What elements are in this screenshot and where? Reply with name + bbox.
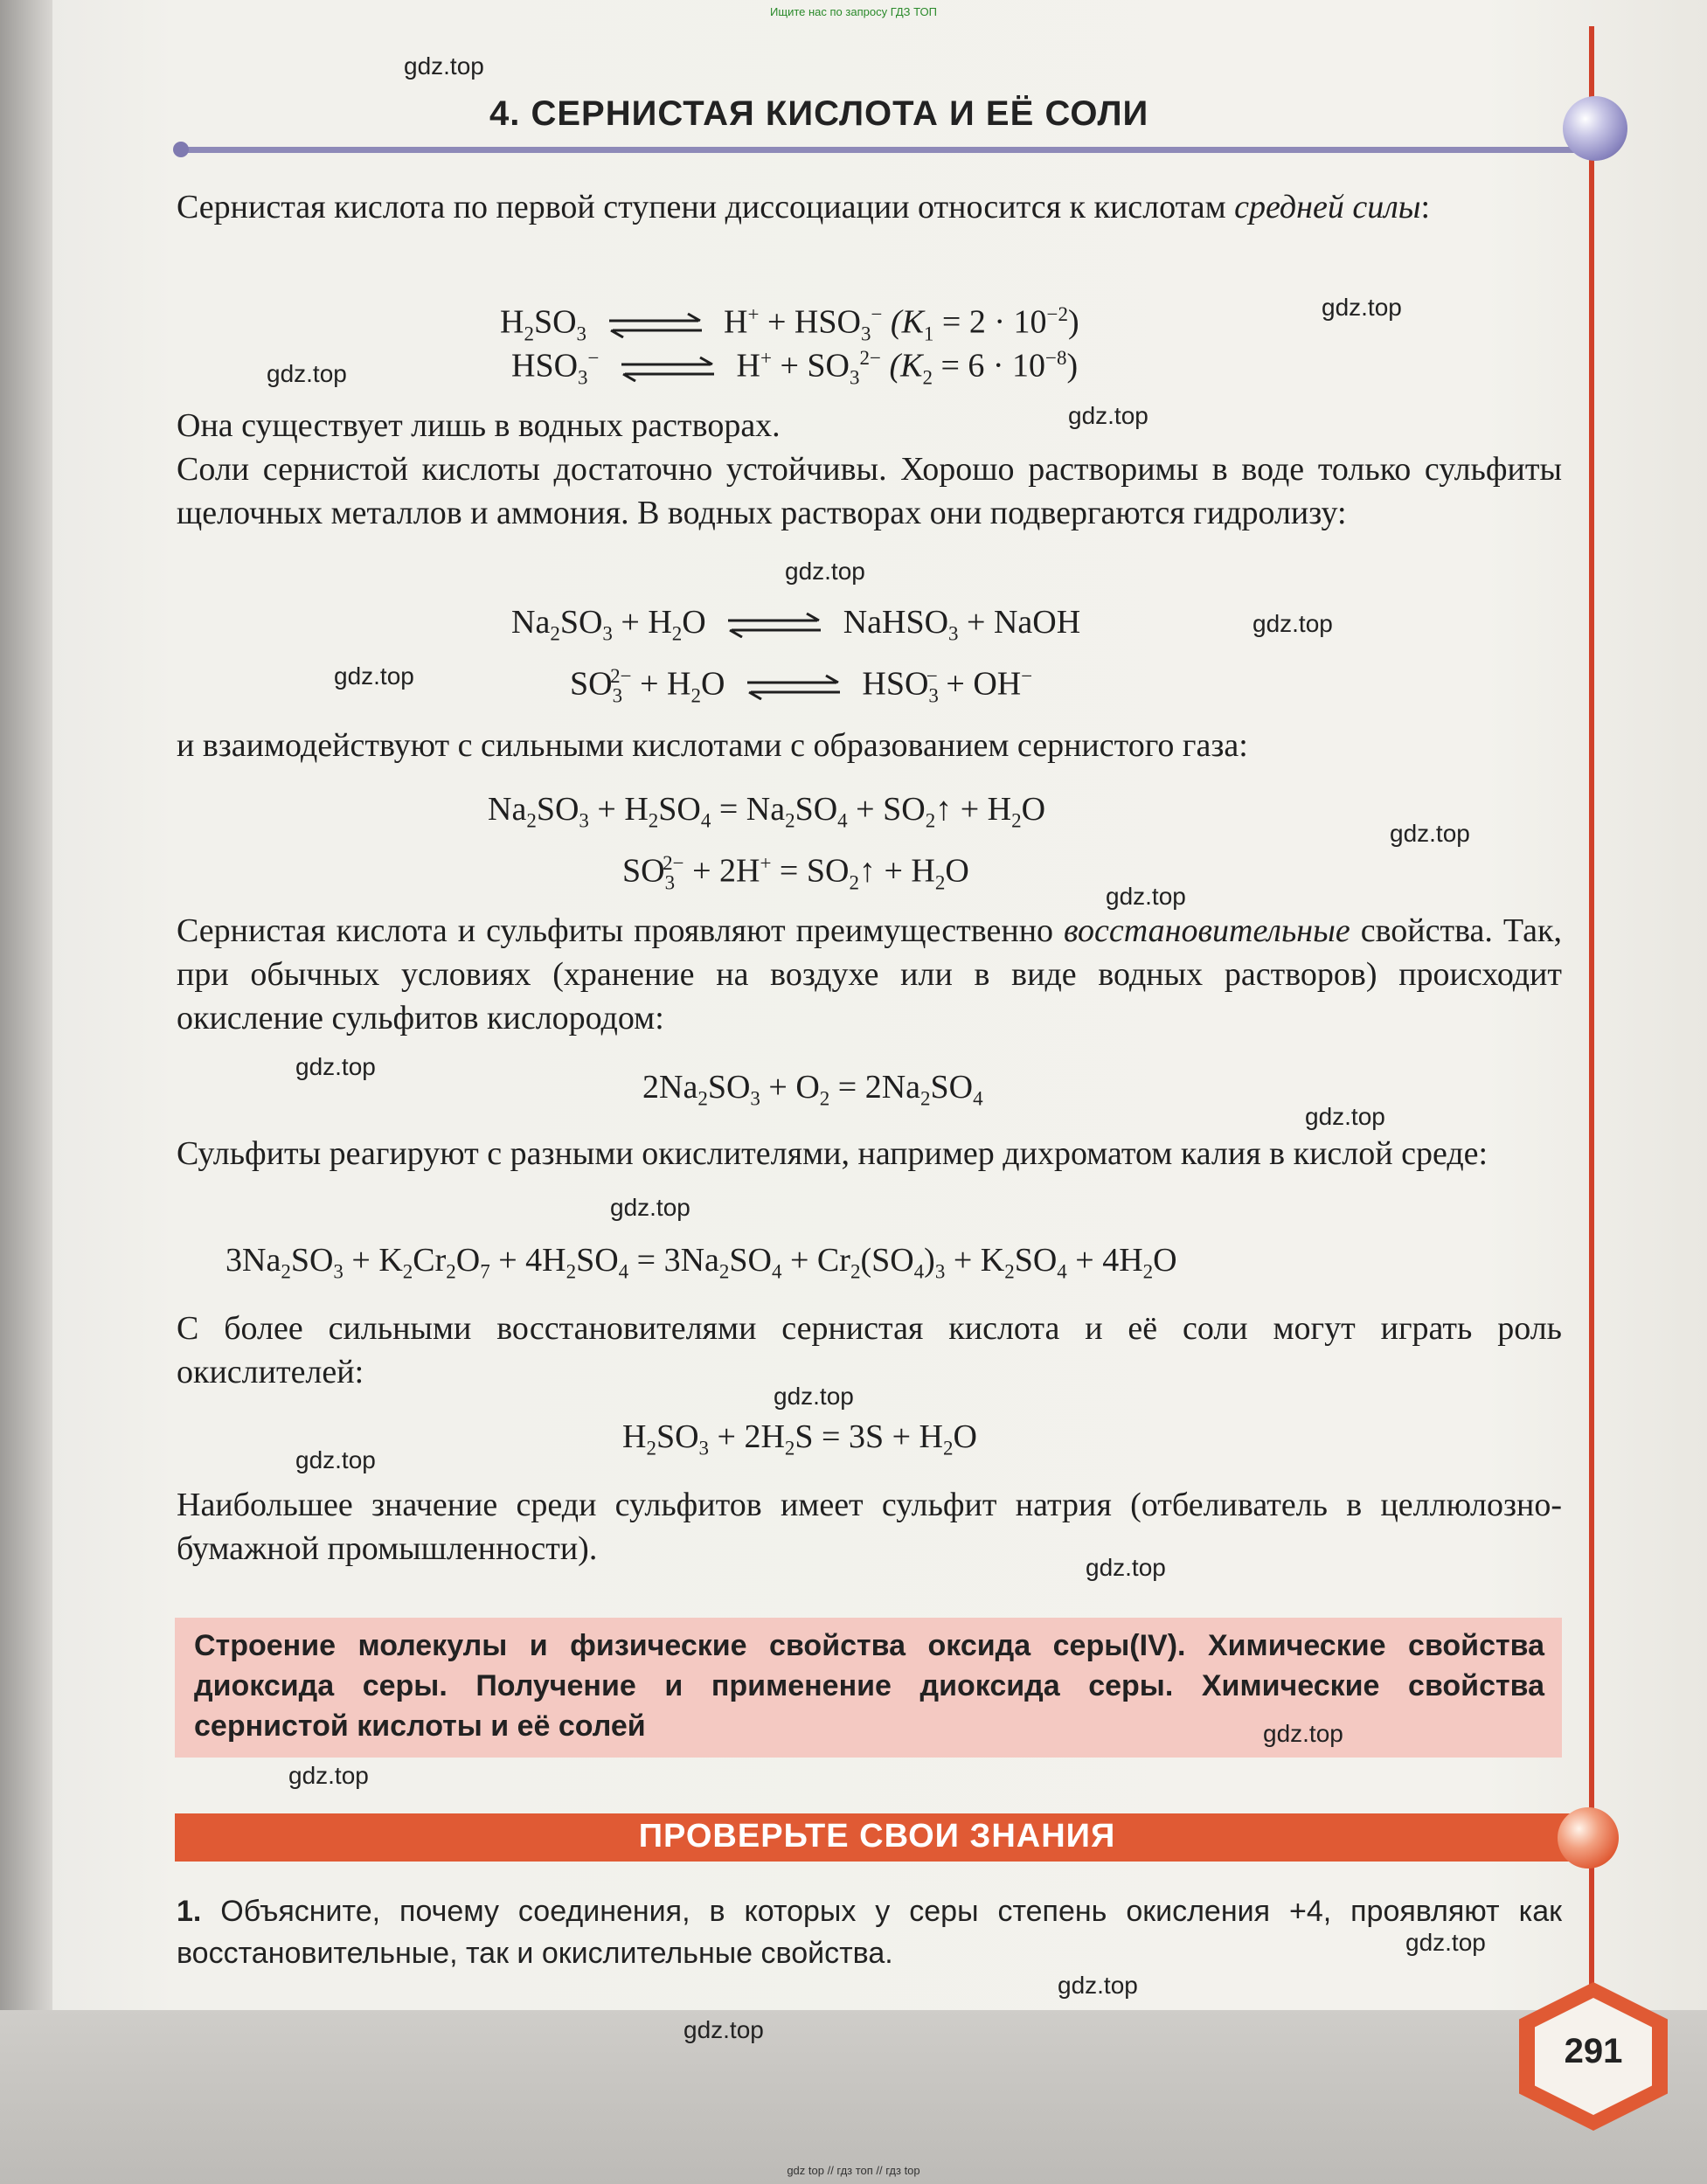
eq-term: SO bbox=[807, 347, 850, 385]
watermark: gdz.top bbox=[267, 360, 347, 387]
eq-term: H bbox=[500, 303, 524, 341]
watermark: gdz.top bbox=[1058, 1972, 1138, 1999]
p1-emphasis: средней силы bbox=[1234, 189, 1421, 225]
eq-sub: 2 bbox=[524, 322, 534, 345]
eq-sup: + bbox=[747, 303, 760, 325]
eq-value: = 2 · 10 bbox=[933, 303, 1047, 341]
equation-dichromate: $3Na_2SO_3 + K_2Cr_2O_7 + 4H_2SO_4 = 3Na_2SO_4 + Cr_2(SO_4)_3 + K_2SO_4 + 4H_2O$ bbox=[226, 1242, 1177, 1283]
p5-text: Сернистая кислота и сульфиты проявляют преимущественно bbox=[177, 912, 1065, 949]
bottom-note: gdz top // гдз топ // гдз top bbox=[787, 2164, 920, 2177]
equation-dissociation-2: $HSO_3^-$ $H^+ + SO_3^{2-}$ $(K_2 = 6 \cdot 10^{-8})$ bbox=[511, 347, 1079, 389]
equation-acid-reaction-1: $Na_2SO_3 + H_2SO_4 = Na_2SO_4$ + $SO_2↑ + H_2O$ bbox=[488, 791, 1046, 832]
question-text: Объясните, почему соединения, в которых у серы степень окисления +4, проявляют как восстановительные, так и окислительные свойства. bbox=[177, 1895, 1562, 1970]
eq-sub: 3 bbox=[849, 366, 860, 389]
question-number: 1. bbox=[177, 1895, 202, 1928]
watermark: gdz.top bbox=[295, 1053, 376, 1080]
watermark: gdz.top bbox=[1322, 294, 1402, 321]
p1-text: Сернистая кислота по первой ступени диссоциации относится к кислотам bbox=[177, 189, 1235, 225]
equation-hydrolysis-1: $Na_2SO_3 + H_2O$ NaHSO$_3$ + NaOH bbox=[511, 604, 1081, 645]
eq-constant: (K bbox=[889, 347, 923, 385]
p5-text-end: свойства. Так, при обычных условиях (хранение на воздухе или в виде водных растворов) происходит окисление сульфитов кислородом: bbox=[177, 912, 1563, 1037]
eq-term: H bbox=[736, 347, 760, 385]
equilibrium-arrow-icon bbox=[726, 612, 822, 638]
top-note: Ищите нас по запросу ГДЗ ТОП bbox=[770, 5, 937, 18]
question-1 bbox=[177, 1890, 1562, 1974]
heading-rule bbox=[179, 147, 1582, 153]
eq-sup: − bbox=[871, 303, 883, 325]
equation-dissociation-1: $H_2SO_3$ $H^+ + HSO_3^-$ $(K_1 = 2 \cdot 10^{-2})$ bbox=[500, 303, 1079, 345]
eq-sub: 1 bbox=[923, 322, 934, 345]
watermark: gdz.top bbox=[1305, 1103, 1385, 1130]
eq-sup: −8 bbox=[1045, 347, 1067, 369]
eq-sub: 3 bbox=[576, 322, 587, 345]
eq-sup: 2− bbox=[859, 347, 881, 369]
paragraph-salts-hydrolysis: Соли сернистой кислоты достаточно устойчивы. Хорошо растворимы в воде только сульфиты щелочных металлов и аммония. В водных растворах они подвергаются гидролизу: bbox=[177, 451, 1562, 531]
p5-emphasis: восстановительные bbox=[1064, 912, 1350, 949]
equation-oxidation-oxygen: $2Na_2SO_3 + O_2 = 2Na_2SO_4$ bbox=[642, 1069, 983, 1110]
eq-term: SO bbox=[533, 303, 577, 341]
equation-h2s: $H_2SO_3 + 2H_2S = 3S + H_2O$ bbox=[622, 1418, 977, 1459]
page-gutter-shadow bbox=[0, 0, 52, 2184]
summary-text: Строение молекулы и физические свойства оксида серы(IV). Химические свойства диоксида серы. Получение и применение диоксида серы. Химические свойства сернистой кислоты и её солей bbox=[194, 1629, 1544, 1743]
eq-sub: 2 bbox=[922, 366, 933, 389]
bottom-shadow-band bbox=[0, 2010, 1707, 2184]
page-number: 291 bbox=[1564, 2032, 1623, 2070]
paragraph-sodium-sulfite: Наибольшее значение среди сульфитов имеет сульфит натрия (отбеливатель в целлюлозно-бумажной промышленности). bbox=[177, 1487, 1562, 1567]
equilibrium-arrow-icon bbox=[746, 674, 842, 700]
eq-term: H bbox=[724, 303, 748, 341]
watermark: gdz.top bbox=[774, 1383, 854, 1410]
paragraph-strong-acids: и взаимодействуют с сильными кислотами с образованием сернистого газа: bbox=[177, 727, 1248, 764]
eq-sup: −2 bbox=[1046, 303, 1068, 325]
watermark: gdz.top bbox=[785, 558, 865, 585]
watermark: gdz.top bbox=[610, 1194, 690, 1221]
right-margin-line bbox=[1589, 26, 1594, 2019]
equilibrium-arrow-icon bbox=[620, 356, 716, 382]
watermark: gdz.top bbox=[1405, 1929, 1486, 1956]
watermark: gdz.top bbox=[683, 2016, 764, 2043]
eq-sup: + bbox=[760, 347, 772, 369]
watermark: gdz.top bbox=[404, 52, 484, 80]
violet-sphere-ornament bbox=[1563, 96, 1627, 161]
watermark: gdz.top bbox=[1068, 402, 1148, 429]
watermark: gdz.top bbox=[1263, 1720, 1343, 1747]
equilibrium-arrow-icon bbox=[607, 312, 704, 338]
eq-bracket: ) bbox=[1068, 303, 1079, 341]
watermark: gdz.top bbox=[288, 1762, 369, 1789]
eq-term: HSO bbox=[511, 347, 579, 385]
equation-hydrolysis-2: $SO_3^{2-} + H_2O$ $HSO_3^- + OH^-$ bbox=[570, 665, 1033, 707]
section-heading: 4. СЕРНИСТАЯ КИСЛОТА И ЕЁ СОЛИ bbox=[489, 94, 1149, 133]
watermark: gdz.top bbox=[295, 1446, 376, 1473]
watermark: gdz.top bbox=[1086, 1554, 1166, 1581]
watermark: gdz.top bbox=[334, 662, 414, 690]
paragraph-aqueous: Она существует лишь в водных растворах. bbox=[177, 407, 781, 444]
paragraph-dichromate: Сульфиты реагируют с разными окислителями, например дихроматом калия в кислой среде: bbox=[177, 1135, 1488, 1172]
rule-dot bbox=[173, 142, 189, 157]
paragraph-acid-strength bbox=[177, 185, 1562, 229]
orange-sphere-ornament bbox=[1558, 1807, 1619, 1869]
eq-sup: − bbox=[587, 347, 600, 369]
watermark: gdz.top bbox=[1390, 820, 1470, 847]
check-knowledge-title: ПРОВЕРЬТЕ СВОИ ЗНАНИЯ bbox=[638, 1818, 1116, 1855]
eq-value: = 6 · 10 bbox=[932, 347, 1046, 385]
eq-constant: (K bbox=[890, 303, 924, 341]
paragraph-reducing bbox=[177, 909, 1562, 1040]
watermark: gdz.top bbox=[1252, 610, 1333, 637]
paragraph-oxidizing: С более сильными восстановителями сернистая кислота и её соли могут играть роль окислителей: bbox=[177, 1310, 1562, 1390]
eq-bracket: ) bbox=[1066, 347, 1079, 385]
watermark: gdz.top bbox=[1106, 883, 1186, 910]
p1-text-end: : bbox=[1420, 189, 1431, 225]
equation-acid-reaction-2: $SO_3^{2-} + 2H^+$ = $SO_2↑ + H_2O$ bbox=[622, 852, 969, 894]
eq-sub: 3 bbox=[578, 366, 588, 389]
eq-sub: 3 bbox=[860, 322, 871, 345]
eq-term: HSO bbox=[794, 303, 861, 341]
